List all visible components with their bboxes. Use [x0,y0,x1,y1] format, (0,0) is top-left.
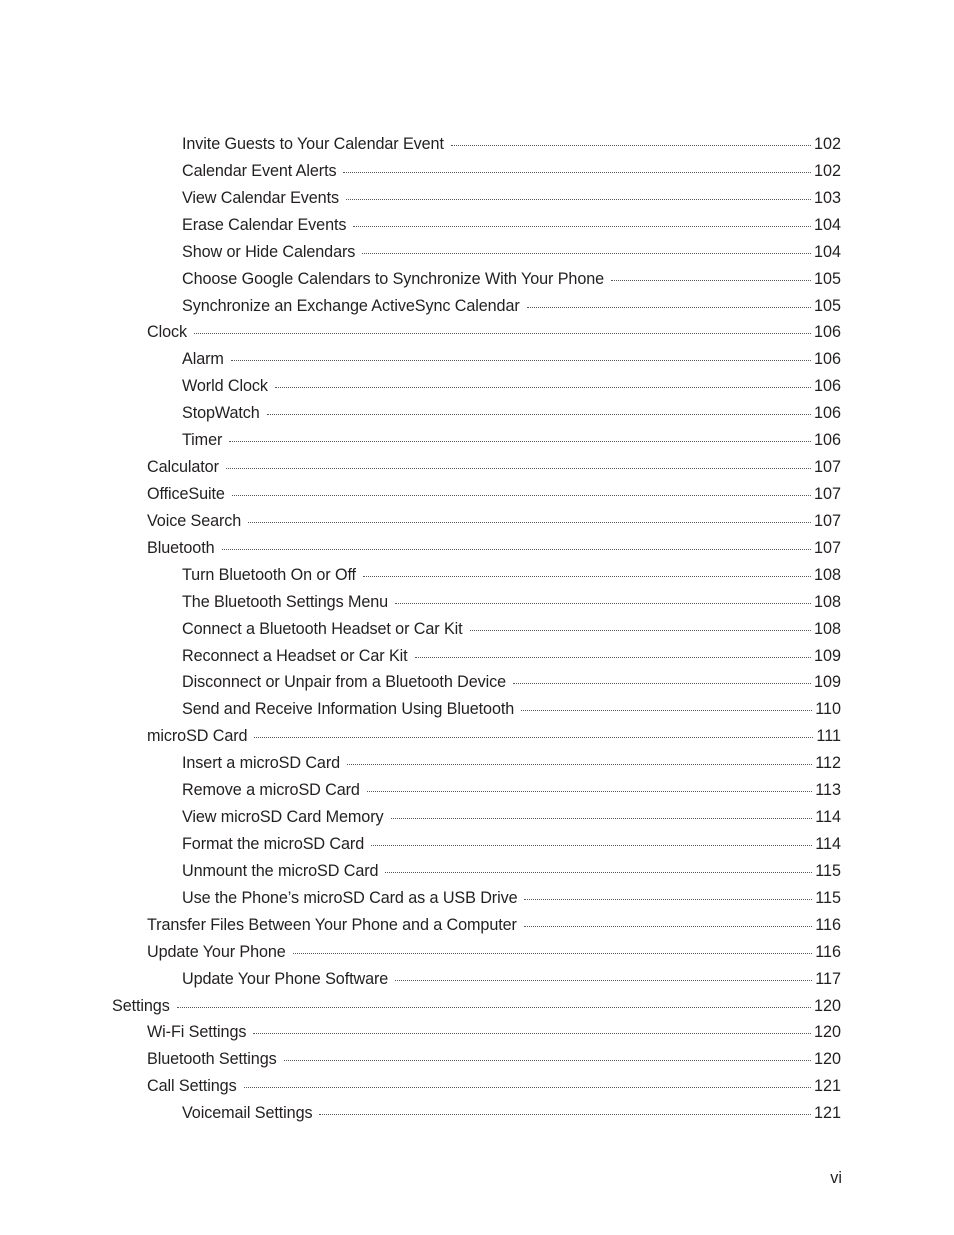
toc-entry[interactable] [0,750,954,777]
dot-leader [267,414,811,415]
toc-entry[interactable] [0,643,954,670]
toc-entry-page-number[interactable]: 104 [813,242,841,261]
toc-entry-line[interactable] [182,753,841,773]
toc-entry-page-number[interactable]: 106 [813,350,841,369]
toc-entry-page-number[interactable]: 108 [813,565,841,584]
toc-entry-page-number[interactable]: 109 [813,646,841,665]
toc-entry-line[interactable] [182,349,841,369]
toc-entry[interactable] [0,158,954,185]
toc-entry-page-number[interactable]: 106 [813,323,841,342]
toc-entry-page-number[interactable]: 116 [815,942,841,961]
toc-entry[interactable] [0,454,954,481]
dot-leader [385,872,812,873]
toc-entry-line[interactable] [182,376,841,396]
toc-entry-line[interactable] [147,538,841,558]
dot-leader [524,926,812,927]
toc-entry-line[interactable] [182,269,841,289]
toc-entry-page-number[interactable]: 103 [813,188,841,207]
toc-entry-page-number[interactable]: 116 [815,915,841,934]
dot-leader [524,899,812,900]
toc-entry-line[interactable] [147,1022,841,1042]
toc-entry-line[interactable] [182,188,841,208]
toc-entry-line[interactable] [182,861,841,881]
toc-entry-title[interactable]: Alarm [182,350,224,369]
toc-entry-line[interactable] [182,403,841,423]
toc-entry-line[interactable] [182,134,841,154]
toc-entry-page-number[interactable]: 108 [813,619,841,638]
toc-entry-title[interactable]: OfficeSuite [147,484,225,503]
toc-entry[interactable] [0,508,954,535]
dot-leader [527,307,811,308]
toc-entry-title[interactable]: Unmount the microSD Card [182,861,379,880]
toc-entry-title[interactable]: Voicemail Settings [182,1104,313,1123]
toc-entry[interactable] [0,346,954,373]
toc-entry-title[interactable]: Reconnect a Headset or Car Kit [182,646,408,665]
toc-entry-title[interactable]: Voice Search [147,511,242,530]
toc-entry-page-number[interactable]: 114 [815,808,841,827]
dot-leader [363,576,811,577]
toc-entry-page-number[interactable]: 107 [813,538,841,557]
toc-entry-title[interactable]: Update Your Phone Software [182,969,389,988]
dot-leader [346,199,811,200]
toc-entry[interactable] [0,400,954,427]
toc-entry-page-number[interactable]: 104 [813,215,841,234]
toc-entry-title[interactable]: Connect a Bluetooth Headset or Car Kit [182,619,463,638]
toc-entry-title[interactable]: Wi-Fi Settings [147,1023,247,1042]
dot-leader [194,333,811,334]
toc-entry[interactable] [0,858,954,885]
dot-leader [284,1060,811,1061]
toc-entry-page-number[interactable]: 117 [815,969,841,988]
toc-entry-line[interactable] [147,726,841,746]
toc-entry-page-number[interactable]: 121 [813,1104,841,1123]
toc-entry[interactable] [0,723,954,750]
toc-entry-line[interactable] [182,672,841,692]
toc-entry-title[interactable]: Choose Google Calendars to Synchronize With Your Phone [182,269,605,288]
dot-leader [367,791,812,792]
toc-entry-line[interactable] [182,807,841,827]
dot-leader [177,1007,811,1008]
toc-entry-page-number[interactable]: 106 [813,431,841,450]
toc-entry[interactable] [0,319,954,346]
toc-entry-line[interactable] [182,969,841,989]
toc-entry-line[interactable] [182,215,841,235]
toc-entry-title[interactable]: World Clock [182,377,268,396]
toc-entry-line[interactable] [182,888,841,908]
toc-entry-page-number[interactable]: 107 [813,511,841,530]
toc-entry[interactable] [0,535,954,562]
dot-leader [611,280,811,281]
toc-entry-page-number[interactable]: 106 [813,377,841,396]
toc-entry-title[interactable]: View Calendar Events [182,188,339,207]
toc-entry[interactable] [0,912,954,939]
toc-entry[interactable] [0,1019,954,1046]
toc-entry-page-number[interactable]: 120 [813,996,841,1015]
toc-entry-line[interactable] [182,430,841,450]
toc-entry-line[interactable] [182,619,841,639]
dot-leader [371,845,812,846]
toc-entry-title[interactable]: Erase Calendar Events [182,215,347,234]
toc-entry-line[interactable] [182,646,841,666]
toc-entry-title[interactable]: Format the microSD Card [182,834,365,853]
dot-leader [521,710,812,711]
toc-entry-title[interactable]: Clock [147,323,187,342]
toc-entry-title[interactable]: The Bluetooth Settings Menu [182,592,389,611]
toc-entry[interactable] [0,1073,954,1100]
dot-leader [353,226,811,227]
toc-entry[interactable] [0,293,954,320]
toc-entry-title[interactable]: Send and Receive Information Using Bluetooth [182,700,515,719]
dot-leader [395,603,811,604]
page-number: vi [830,1169,842,1187]
toc-entry-title[interactable]: Timer [182,431,223,450]
dot-leader [293,953,812,954]
toc-entry-page-number[interactable]: 105 [813,269,841,288]
toc-entry-page-number[interactable]: 115 [815,888,841,907]
toc-entry[interactable] [0,966,954,993]
dot-leader [395,980,812,981]
toc-entry[interactable] [0,1046,954,1073]
toc-entry-line[interactable] [182,834,841,854]
toc-entry-title[interactable]: Calendar Event Alerts [182,161,337,180]
toc-entry-page-number[interactable]: 107 [813,484,841,503]
toc-entry-page-number[interactable]: 102 [813,135,841,153]
toc-entry-line[interactable] [182,699,841,719]
dot-leader [232,495,811,496]
dot-leader [470,630,811,631]
toc-entry[interactable] [0,777,954,804]
toc-entry-title[interactable]: View microSD Card Memory [182,808,384,827]
dot-leader [231,360,811,361]
toc-entry-line[interactable] [147,457,841,477]
toc-entry-title[interactable]: Disconnect or Unpair from a Bluetooth Device [182,673,506,692]
toc-entry-page-number[interactable]: 114 [815,834,841,853]
toc-entry-title[interactable]: StopWatch [182,404,260,423]
toc-entry-line[interactable] [147,1076,841,1096]
toc-entry-page-number[interactable]: 108 [813,592,841,611]
toc-entry-line[interactable] [147,1049,841,1069]
dot-leader [248,522,811,523]
toc-entry[interactable] [0,427,954,454]
toc-entry-page-number[interactable]: 109 [813,673,841,692]
dot-leader [451,145,811,146]
toc-entry-line[interactable] [147,322,841,342]
dot-leader [253,1033,811,1034]
toc-entry-title[interactable]: Bluetooth Settings [147,1050,277,1069]
toc-entry[interactable] [0,939,954,966]
dot-leader [391,818,813,819]
toc-entry[interactable] [0,616,954,643]
toc-entry-page-number[interactable]: 105 [813,296,841,315]
toc-entry-title[interactable]: Show or Hide Calendars [182,242,356,261]
toc-entry-page-number[interactable]: 120 [813,1050,841,1069]
toc-entry[interactable] [0,212,954,239]
toc-entry-line[interactable] [112,996,841,1016]
toc-entry-line[interactable] [182,780,841,800]
toc-entry[interactable] [0,481,954,508]
toc-entry-page-number[interactable]: 121 [813,1077,841,1096]
dot-leader [254,737,813,738]
toc-entry-title[interactable]: Use the Phone’s microSD Card as a USB Drive [182,888,518,907]
toc-entry[interactable] [0,696,954,723]
toc-entry[interactable] [0,185,954,212]
toc-entry-line[interactable] [182,592,841,612]
toc-entry-line[interactable] [182,296,841,316]
toc-entry-line[interactable] [182,1103,841,1123]
toc-entry[interactable] [0,589,954,616]
dot-leader [275,387,811,388]
toc-entry[interactable] [0,993,954,1020]
table-of-contents [0,131,954,1127]
toc-entry-page-number[interactable]: 113 [815,781,841,800]
toc-entry-line[interactable] [147,915,841,935]
toc-entry[interactable] [0,831,954,858]
dot-leader [347,764,812,765]
toc-entry-page-number[interactable]: 106 [813,404,841,423]
toc-entry[interactable] [0,562,954,589]
toc-entry[interactable] [0,885,954,912]
toc-entry-title[interactable]: Transfer Files Between Your Phone and a Computer [147,915,517,934]
toc-entry-title[interactable]: Calculator [147,458,219,477]
toc-entry-title[interactable]: Bluetooth [147,538,215,557]
toc-entry-page-number[interactable]: 112 [815,754,841,773]
toc-entry[interactable] [0,373,954,400]
dot-leader [222,549,811,550]
toc-entry-line[interactable] [182,161,841,181]
toc-entry-line[interactable] [182,242,841,262]
toc-entry[interactable] [0,1100,954,1127]
toc-entry-title[interactable]: Turn Bluetooth On or Off [182,565,356,584]
toc-entry-title[interactable]: Insert a microSD Card [182,754,341,773]
toc-entry-title[interactable]: Invite Guests to Your Calendar Event [182,135,444,153]
toc-entry[interactable] [0,266,954,293]
toc-entry-title[interactable]: Settings [112,996,170,1015]
toc-entry-page-number[interactable]: 111 [816,727,841,746]
toc-entry-title[interactable]: Synchronize an Exchange ActiveSync Calendar [182,296,520,315]
toc-entry-line[interactable] [182,565,841,585]
toc-entry-title[interactable]: Update Your Phone [147,942,286,961]
dot-leader [244,1087,811,1088]
toc-entry-page-number[interactable]: 102 [813,161,841,180]
toc-entry-line[interactable] [147,511,841,531]
dot-leader [226,468,811,469]
toc-entry-line[interactable] [147,942,841,962]
toc-entry-line[interactable] [147,484,841,504]
toc-entry-page-number[interactable]: 115 [815,861,841,880]
toc-entry-page-number[interactable]: 120 [813,1023,841,1042]
dot-leader [229,441,811,442]
toc-entry[interactable] [0,131,954,158]
toc-entry-title[interactable]: microSD Card [147,727,248,746]
dot-leader [362,253,811,254]
dot-leader [343,172,811,173]
dot-leader [513,683,811,684]
toc-entry-title[interactable]: Call Settings [147,1077,237,1096]
toc-entry-page-number[interactable]: 107 [813,458,841,477]
dot-leader [319,1114,811,1115]
dot-leader [415,657,811,658]
toc-entry[interactable] [0,669,954,696]
toc-entry-page-number[interactable]: 110 [815,700,841,719]
toc-entry-title[interactable]: Remove a microSD Card [182,781,360,800]
toc-entry[interactable] [0,239,954,266]
toc-entry[interactable] [0,804,954,831]
